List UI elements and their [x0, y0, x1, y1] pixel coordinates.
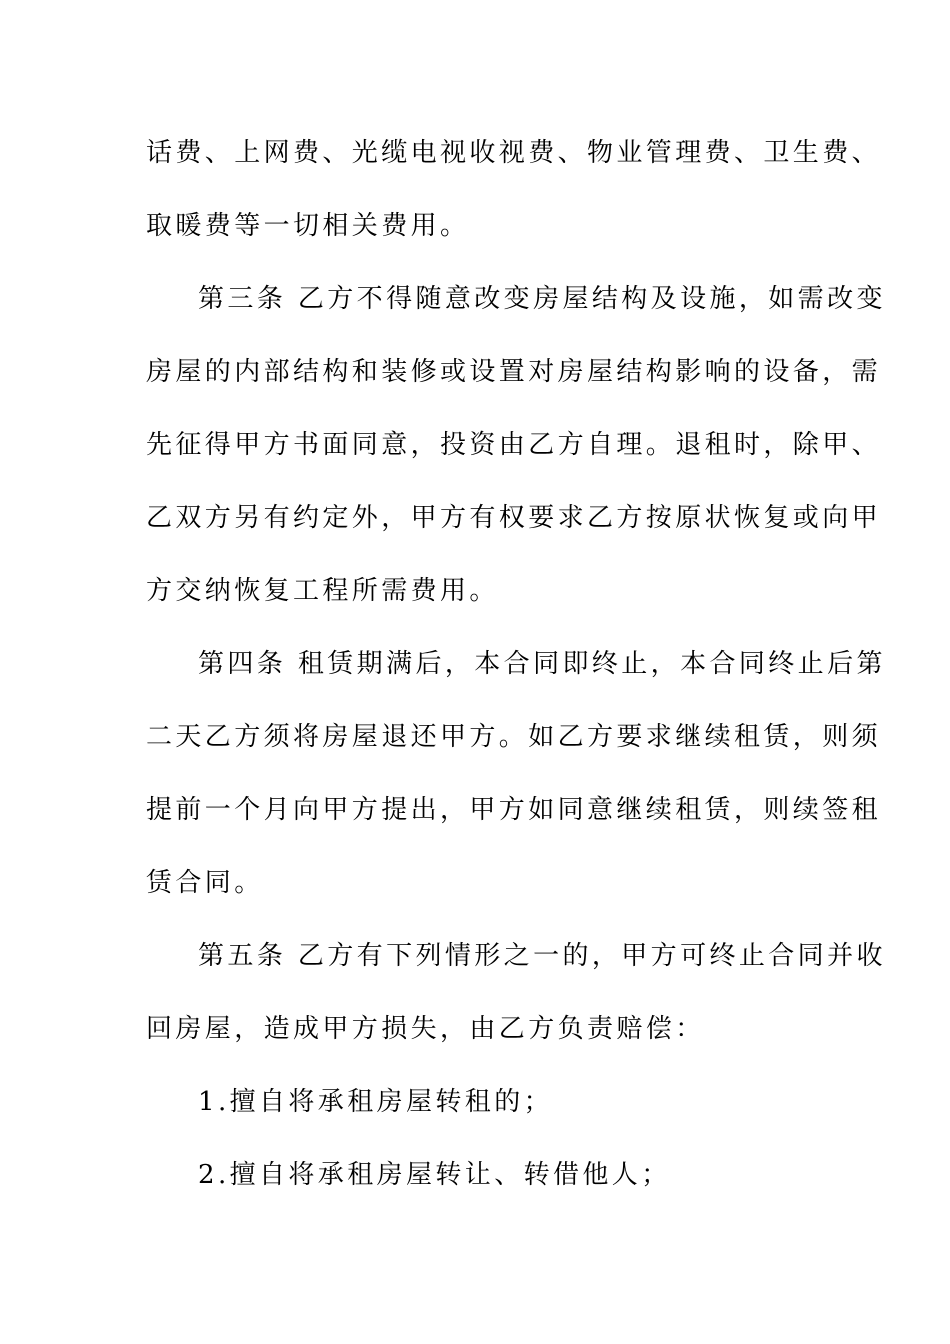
text-line: 先征得甲方书面同意，投资由乙方自理。退租时，除甲、: [146, 430, 882, 460]
text-line: 赁合同。: [146, 868, 264, 898]
text-line: 第五条 乙方有下列情形之一的，甲方可终止合同并收: [198, 941, 886, 971]
text-line: 话费、上网费、光缆电视收视费、物业管理费、卫生费、: [146, 138, 882, 168]
text-line: 方交纳恢复工程所需费用。: [146, 576, 499, 606]
text-line: 第四条 租赁期满后，本合同即终止，本合同终止后第: [198, 649, 886, 679]
list-item: 2.擅自将承租房屋转让、转借他人；: [198, 1160, 671, 1190]
text-line: 第三条 乙方不得随意改变房屋结构及设施，如需改变: [198, 284, 886, 314]
text-line: 回房屋，造成甲方损失，由乙方负责赔偿：: [146, 1014, 705, 1044]
text-line: 乙双方另有约定外，甲方有权要求乙方按原状恢复或向甲: [146, 503, 882, 533]
list-item: 1.擅自将承租房屋转租的；: [198, 1087, 554, 1117]
text-line: 二天乙方须将房屋退还甲方。如乙方要求继续租赁，则须: [146, 722, 882, 752]
text-line: 房屋的内部结构和装修或设置对房屋结构影响的设备，需: [146, 357, 882, 387]
text-line: 提前一个月向甲方提出，甲方如同意继续租赁，则续签租: [146, 795, 882, 825]
text-line: 取暖费等一切相关费用。: [146, 211, 470, 241]
